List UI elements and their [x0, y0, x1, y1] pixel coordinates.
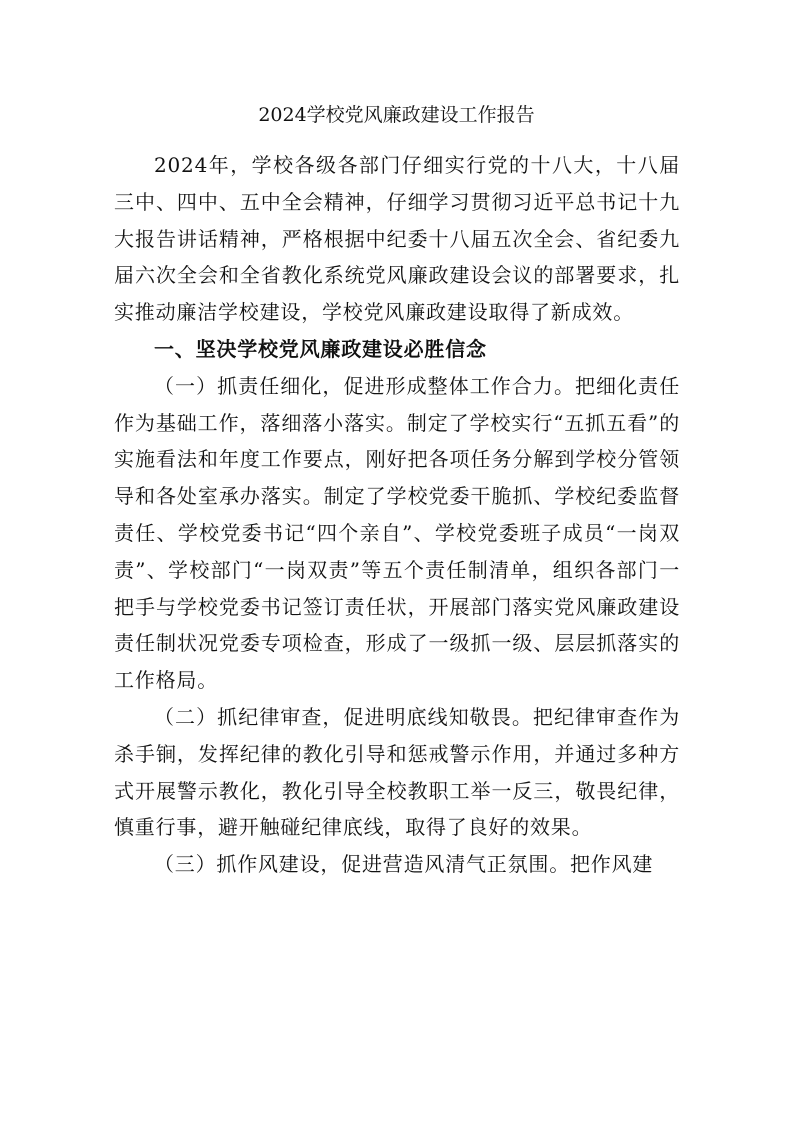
document-body [114, 147, 680, 883]
paragraph-2: （二）抓纪律审查，促进明底线知敬畏。把纪律审查作为杀手锏，发挥纪律的教化引导和惩戒警示作用，并通过多种方式开展警示教化，教化引导全校教职工举一反三，敬畏纪律，慎重行事，避开触碰纪律底线，取得了良好的效果。 [114, 704, 680, 840]
paragraph-1: （一）抓责任细化，促进形成整体工作合力。把细化责任作为基础工作，落细落小落实。制定了学校实行“五抓五看”的实施看法和年度工作要点，刚好把各项任务分解到学校分管领导和各处室承办落实。制定了学校党委干脆抓、学校纪委监督责任、学校党委书记“四个亲自”、学校党委班子成员“一岗双责”、学校部门“一岗双责”等五个责任制清单，组织各部门一把手与学校党委书记签订责任状，开展部门落实党风廉政建设责任制状况党委专项检查，形成了一级抓一级、层层抓落实的工作格局。 [114, 373, 680, 693]
paragraph-3: （三）抓作风建设，促进营造风清气正氛围。把作风建 [154, 852, 654, 877]
intro-paragraph: 2024年，学校各级各部门仔细实行党的十八大，十八届三中、四中、五中全会精神，仔细学习贯彻习近平总书记十九大报告讲话精神，严格根据中纪委十八届五次全会、省纪委九届六次全会和全省教化系统党风廉政建设会议的部署要求，扎实推动廉洁学校建设，学校党风廉政建设取得了新成效。 [114, 153, 680, 325]
section-heading: 一、坚决学校党风廉政建设必胜信念 [154, 336, 487, 361]
document-title: 2024学校党风廉政建设工作报告 [258, 104, 535, 126]
